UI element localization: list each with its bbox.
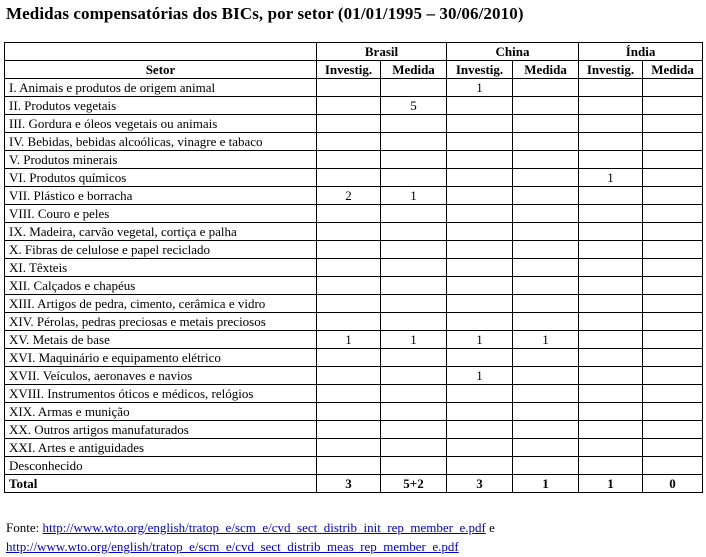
medida-cell (643, 79, 703, 97)
medida-cell (643, 241, 703, 259)
sector-cell: I. Animais e produtos de origem animal (5, 79, 317, 97)
table-row (5, 79, 703, 97)
sector-cell: XV. Metais de base (5, 331, 317, 349)
medida-cell (381, 295, 447, 313)
total-label: Total (5, 475, 317, 493)
table-row (5, 349, 703, 367)
medida-cell (513, 367, 579, 385)
medida-cell (513, 223, 579, 241)
investig-cell (447, 385, 513, 403)
investig-cell (579, 187, 643, 205)
investig-cell (317, 97, 381, 115)
table-row (5, 151, 703, 169)
source-note (6, 518, 495, 556)
investig-cell (447, 295, 513, 313)
medida-cell (381, 403, 447, 421)
medida-cell (381, 277, 447, 295)
medida-cell (513, 277, 579, 295)
investig-cell (579, 295, 643, 313)
total-row (5, 475, 703, 493)
medida-cell (513, 295, 579, 313)
medida-cell (643, 331, 703, 349)
sector-cell: VI. Produtos químicos (5, 169, 317, 187)
medida-cell (643, 97, 703, 115)
medida-cell (513, 259, 579, 277)
investig-cell (317, 241, 381, 259)
table-row (5, 133, 703, 151)
medida-cell (381, 385, 447, 403)
sector-cell: XXI. Artes e antiguidades (5, 439, 317, 457)
medida-cell (381, 133, 447, 151)
investig-cell (579, 421, 643, 439)
medida-cell (643, 151, 703, 169)
investig-cell (317, 403, 381, 421)
table-row (5, 331, 703, 349)
medida-cell (381, 349, 447, 367)
medida-cell (513, 313, 579, 331)
medida-cell (381, 115, 447, 133)
table-row (5, 421, 703, 439)
investig-cell (447, 259, 513, 277)
investig-cell: 3 (447, 475, 513, 493)
medida-cell (381, 151, 447, 169)
table-row (5, 295, 703, 313)
sector-cell: XII. Calçados e chapéus (5, 277, 317, 295)
medida-cell (643, 421, 703, 439)
investig-cell (447, 205, 513, 223)
investig-cell (317, 205, 381, 223)
sub-header-investig: Investig. (317, 61, 381, 79)
source-prefix: Fonte: (6, 520, 43, 535)
table-row (5, 367, 703, 385)
medida-cell (643, 187, 703, 205)
sub-header-investig: Investig. (447, 61, 513, 79)
investig-cell (579, 313, 643, 331)
investig-cell (317, 295, 381, 313)
sub-header-medida: Medida (643, 61, 703, 79)
investig-cell: 2 (317, 187, 381, 205)
sector-cell: XVI. Maquinário e equipamento elétrico (5, 349, 317, 367)
sector-cell: X. Fibras de celulose e papel reciclado (5, 241, 317, 259)
countervailing-measures-table (4, 42, 703, 493)
table-row (5, 313, 703, 331)
table-row (5, 277, 703, 295)
sector-cell: XIII. Artigos de pedra, cimento, cerâmica e vidro (5, 295, 317, 313)
investig-cell (447, 133, 513, 151)
investig-cell (579, 151, 643, 169)
table-row (5, 169, 703, 187)
sector-cell: IX. Madeira, carvão vegetal, cortiça e palha (5, 223, 317, 241)
medida-cell (643, 367, 703, 385)
medida-cell (381, 169, 447, 187)
medida-cell (643, 457, 703, 475)
investig-cell (579, 259, 643, 277)
table-row (5, 259, 703, 277)
sector-cell: XVIII. Instrumentos óticos e médicos, relógios (5, 385, 317, 403)
investig-cell (579, 97, 643, 115)
investig-cell: 3 (317, 475, 381, 493)
investig-cell (447, 349, 513, 367)
medida-cell (513, 385, 579, 403)
medida-cell (513, 169, 579, 187)
investig-cell: 1 (579, 169, 643, 187)
medida-cell (513, 349, 579, 367)
investig-cell (579, 349, 643, 367)
investig-cell (317, 115, 381, 133)
sector-cell: XIV. Pérolas, pedras preciosas e metais preciosos (5, 313, 317, 331)
investig-cell (317, 457, 381, 475)
sector-cell: VII. Plástico e borracha (5, 187, 317, 205)
page-title: Medidas compensatórias dos BICs, por setor (01/01/1995 – 30/06/2010) (6, 4, 524, 23)
investig-cell (317, 223, 381, 241)
medida-cell: 1 (381, 187, 447, 205)
table-row (5, 187, 703, 205)
medida-cell (643, 115, 703, 133)
investig-cell (579, 385, 643, 403)
medida-cell (381, 241, 447, 259)
table-row (5, 241, 703, 259)
medida-cell (643, 349, 703, 367)
investig-cell (447, 115, 513, 133)
sector-cell: XVII. Veículos, aeronaves e navios (5, 367, 317, 385)
medida-cell: 5+2 (381, 475, 447, 493)
investig-cell (447, 241, 513, 259)
investig-cell (447, 421, 513, 439)
investig-cell (579, 79, 643, 97)
sector-cell: Desconhecido (5, 457, 317, 475)
investig-cell (579, 277, 643, 295)
source-joiner: e (485, 520, 495, 535)
table-row (5, 115, 703, 133)
medida-cell: 5 (381, 97, 447, 115)
investig-cell (317, 421, 381, 439)
medida-cell (643, 313, 703, 331)
medida-cell (643, 259, 703, 277)
medida-cell (513, 79, 579, 97)
investig-cell (579, 367, 643, 385)
medida-cell (381, 223, 447, 241)
medida-cell (513, 439, 579, 457)
medida-cell (643, 223, 703, 241)
investig-cell: 1 (317, 331, 381, 349)
medida-cell (513, 151, 579, 169)
medida-cell (513, 97, 579, 115)
medida-cell (513, 115, 579, 133)
investig-cell (317, 79, 381, 97)
investig-cell (447, 439, 513, 457)
medida-cell: 1 (513, 475, 579, 493)
table-row (5, 223, 703, 241)
sector-cell: XX. Outros artigos manufaturados (5, 421, 317, 439)
table-body (5, 79, 703, 493)
investig-cell (579, 133, 643, 151)
medida-cell (381, 79, 447, 97)
sector-cell: V. Produtos minerais (5, 151, 317, 169)
investig-cell (317, 385, 381, 403)
country-header-brasil: Brasil (317, 43, 447, 61)
investig-cell (447, 97, 513, 115)
medida-cell (513, 133, 579, 151)
investig-cell (579, 223, 643, 241)
sub-header-row (5, 61, 703, 79)
table-row (5, 439, 703, 457)
medida-cell (381, 457, 447, 475)
sector-cell: II. Produtos vegetais (5, 97, 317, 115)
investig-cell (447, 313, 513, 331)
medida-cell (513, 457, 579, 475)
medida-cell (643, 295, 703, 313)
investig-cell (579, 205, 643, 223)
medida-cell (513, 421, 579, 439)
medida-cell: 1 (381, 331, 447, 349)
medida-cell (513, 403, 579, 421)
investig-cell (317, 151, 381, 169)
medida-cell (643, 277, 703, 295)
sub-header-medida: Medida (513, 61, 579, 79)
table-row (5, 205, 703, 223)
country-header-china: China (447, 43, 579, 61)
sector-cell: XI. Têxteis (5, 259, 317, 277)
medida-cell (643, 133, 703, 151)
investig-cell: 1 (579, 475, 643, 493)
investig-cell (317, 313, 381, 331)
sector-cell: IV. Bebidas, bebidas alcoólicas, vinagre e tabaco (5, 133, 317, 151)
source-link-init[interactable]: http://www.wto.org/english/tratop_e/scm_e/cvd_sect_distrib_init_rep_member_e.pdf (42, 520, 486, 535)
medida-cell (643, 385, 703, 403)
investig-cell (317, 349, 381, 367)
sector-cell: VIII. Couro e peles (5, 205, 317, 223)
investig-cell (579, 331, 643, 349)
medida-cell: 1 (513, 331, 579, 349)
table-row (5, 385, 703, 403)
investig-cell (579, 241, 643, 259)
medida-cell (513, 205, 579, 223)
medida-cell (381, 205, 447, 223)
medida-cell (643, 403, 703, 421)
investig-cell (317, 133, 381, 151)
investig-cell: 1 (447, 331, 513, 349)
investig-cell (447, 223, 513, 241)
investig-cell (447, 277, 513, 295)
country-header-row (5, 43, 703, 61)
investig-cell (317, 367, 381, 385)
medida-cell (513, 241, 579, 259)
investig-cell (447, 403, 513, 421)
sub-header-medida: Medida (381, 61, 447, 79)
investig-cell (317, 169, 381, 187)
investig-cell (447, 457, 513, 475)
investig-cell (579, 457, 643, 475)
investig-cell (317, 439, 381, 457)
investig-cell: 1 (447, 367, 513, 385)
investig-cell (579, 403, 643, 421)
table-row (5, 457, 703, 475)
table-row (5, 97, 703, 115)
investig-cell (579, 439, 643, 457)
investig-cell (317, 259, 381, 277)
country-header-india: Índia (579, 43, 703, 61)
sub-header-investig: Investig. (579, 61, 643, 79)
header-blank (5, 43, 317, 61)
medida-cell (643, 169, 703, 187)
investig-cell (317, 277, 381, 295)
investig-cell (579, 115, 643, 133)
medida-cell (381, 421, 447, 439)
sector-header: Setor (5, 61, 317, 79)
medida-cell: 0 (643, 475, 703, 493)
medida-cell (381, 313, 447, 331)
investig-cell (447, 151, 513, 169)
medida-cell (381, 439, 447, 457)
investig-cell (447, 169, 513, 187)
sector-cell: III. Gordura e óleos vegetais ou animais (5, 115, 317, 133)
medida-cell (643, 205, 703, 223)
medida-cell (513, 187, 579, 205)
table-row (5, 403, 703, 421)
investig-cell (447, 187, 513, 205)
sector-cell: XIX. Armas e munição (5, 403, 317, 421)
medida-cell (381, 367, 447, 385)
medida-cell (643, 439, 703, 457)
investig-cell: 1 (447, 79, 513, 97)
source-link-meas[interactable]: http://www.wto.org/english/tratop_e/scm_e/cvd_sect_distrib_meas_rep_member_e.pdf (6, 539, 459, 554)
medida-cell (381, 259, 447, 277)
